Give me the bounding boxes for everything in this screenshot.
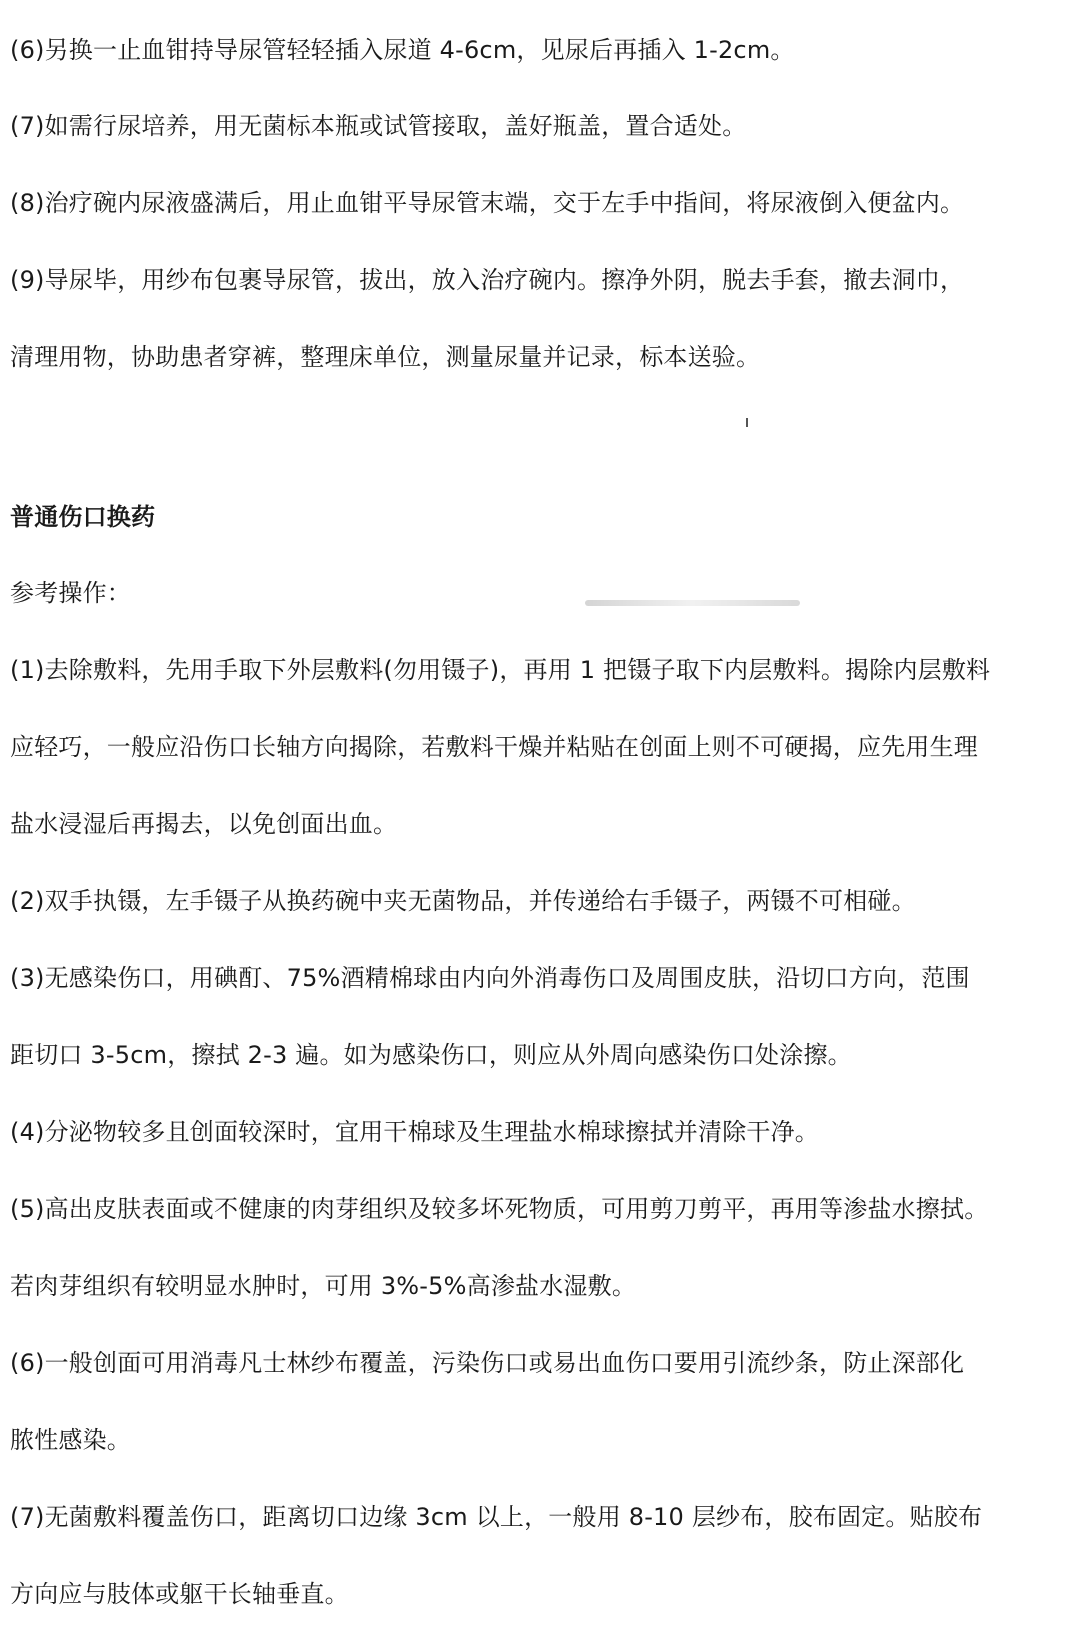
- dressing-step-3: (3)无感染伤口，用碘酊、75%酒精棉球由内向外消毒伤口及周围皮肤，沿切口方向，范围: [10, 964, 970, 992]
- dressing-step-4: (4)分泌物较多且创面较深时，宜用干棉球及生理盐水棉球擦拭并清除干净。: [10, 1118, 819, 1146]
- section-heading: 普通伤口换药: [10, 503, 156, 531]
- section-subtitle: 参考操作：: [10, 579, 131, 607]
- dressing-step-2: (2)双手执镊，左手镊子从换药碗中夹无菌物品，并传递给右手镊子，两镊不可相碰。: [10, 887, 916, 915]
- catheter-step-6: (6)另换一止血钳持导尿管轻轻插入尿道 4-6cm，见尿后再插入 1-2cm。: [10, 36, 795, 64]
- dressing-step-6-cont: 脓性感染。: [10, 1426, 131, 1454]
- watermark-smudge: [585, 600, 800, 606]
- dressing-step-5-cont: 若肉芽组织有较明显水肿时，可用 3%-5%高渗盐水湿敷。: [10, 1272, 637, 1300]
- dressing-step-7: (7)无菌敷料覆盖伤口，距离切口边缘 3cm 以上，一般用 8-10 层纱布，胶布固定。贴胶布: [10, 1503, 983, 1531]
- dressing-step-7-cont: 方向应与肢体或躯干长轴垂直。: [10, 1580, 349, 1608]
- dressing-step-3-cont: 距切口 3-5cm，擦拭 2-3 遍。如为感染伤口，则应从外周向感染伤口处涂擦。: [10, 1041, 852, 1069]
- dressing-step-1-cont: 应轻巧，一般应沿伤口长轴方向揭除，若敷料干燥并粘贴在创面上则不可硬揭，应先用生理: [10, 733, 978, 761]
- stray-mark: [746, 418, 748, 427]
- catheter-step-8: (8)治疗碗内尿液盛满后，用止血钳平导尿管末端，交于左手中指间，将尿液倒入便盆内。: [10, 189, 965, 217]
- dressing-step-1: (1)去除敷料，先用手取下外层敷料(勿用镊子)，再用 1 把镊子取下内层敷料。揭除内层敷料: [10, 656, 991, 684]
- catheter-step-9: (9)导尿毕，用纱布包裹导尿管，拔出，放入治疗碗内。擦净外阴，脱去手套，撤去洞巾，: [10, 266, 965, 294]
- dressing-step-1-cont: 盐水浸湿后再揭去，以免创面出血。: [10, 810, 398, 838]
- dressing-step-6: (6)一般创面可用消毒凡士林纱布覆盖，污染伤口或易出血伤口要用引流纱条，防止深部化: [10, 1349, 965, 1377]
- catheter-step-9-cont: 清理用物，协助患者穿裤，整理床单位，测量尿量并记录，标本送验。: [10, 343, 761, 371]
- catheter-step-7: (7)如需行尿培养，用无菌标本瓶或试管接取，盖好瓶盖，置合适处。: [10, 112, 747, 140]
- dressing-step-5: (5)高出皮肤表面或不健康的肉芽组织及较多坏死物质，可用剪刀剪平，再用等渗盐水擦拭。: [10, 1195, 989, 1223]
